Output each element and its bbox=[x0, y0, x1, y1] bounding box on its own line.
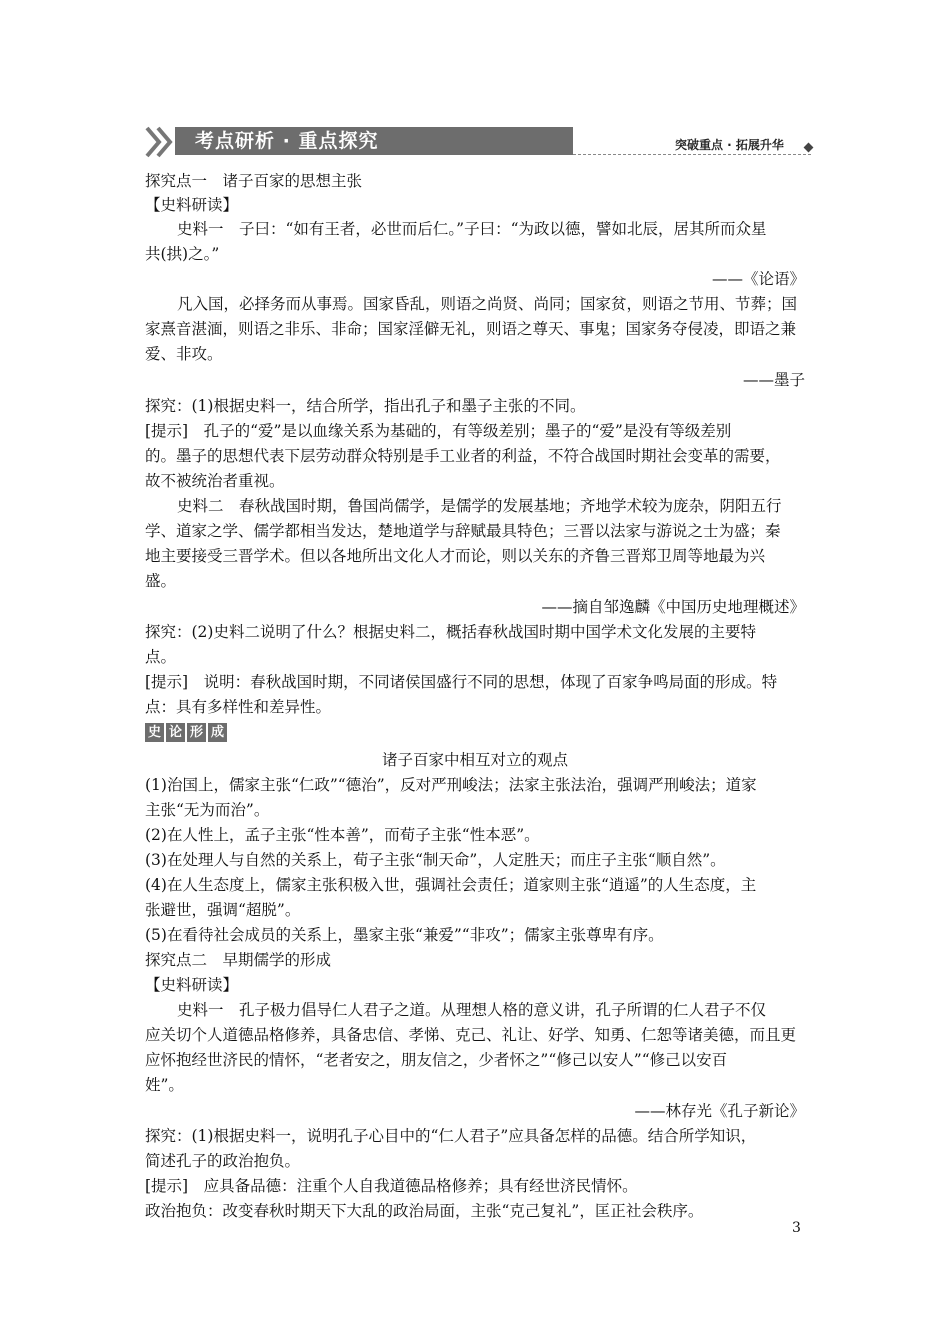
paragraph-line: 应怀抱经世济民的情怀，“老者安之，朋友信之，少者怀之”“修己以安人”“修己以安百 bbox=[145, 1051, 728, 1069]
source-citation: ——《论语》 bbox=[711, 270, 805, 288]
section-heading: 探究点二 早期儒学的形成 bbox=[145, 951, 332, 969]
tag-char: 形 bbox=[187, 723, 206, 742]
hint-line: 的。墨子的思想代表下层劳动群众特别是手工业者的利益，不符合战国时期社会变革的需要， bbox=[145, 447, 781, 465]
tag-char: 史 bbox=[145, 723, 164, 742]
source-citation: ——墨子 bbox=[742, 371, 805, 389]
hint-line: [提示] 说明：春秋战国时期，不同诸侯国盛行不同的思想，体现了百家争鸣局面的形成。特 bbox=[145, 673, 778, 691]
list-item: (2)在人性上，孟子主张“性本善”，而荀子主张“性本恶”。 bbox=[145, 826, 540, 844]
banner-title: 考点研析 · 重点探究 bbox=[175, 127, 573, 155]
question-line: 点。 bbox=[145, 648, 177, 666]
banner-subtitle: 突破重点 · 拓展升华 bbox=[675, 138, 784, 152]
section-heading: 探究点一 诸子百家的思想主张 bbox=[145, 172, 363, 190]
paragraph-line: 凡入国，必择务而从事焉。国家昏乱，则语之尚贤、尚同；国家贫，则语之节用、节葬；国 bbox=[177, 295, 798, 313]
source-citation: ——摘自邹逸麟《中国历史地理概述》 bbox=[541, 598, 805, 616]
page-number: 3 bbox=[792, 1220, 801, 1236]
subheading: 【史料研读】 bbox=[145, 976, 239, 994]
paragraph-line: 共(拱)之。” bbox=[145, 245, 220, 263]
question-line: 探究：(1)根据史料一，结合所学，指出孔子和墨子主张的不同。 bbox=[145, 397, 586, 415]
hint-line: [提示] 应具备品德：注重个人自我道德品格修养；具有经世济民情怀。 bbox=[145, 1177, 638, 1195]
tag-char: 成 bbox=[208, 723, 227, 742]
question-line: 探究：(1)根据史料一，说明孔子心目中的“仁人君子”应具备怎样的品德。结合所学知识， bbox=[145, 1127, 757, 1145]
tag-char: 论 bbox=[166, 723, 185, 742]
list-item: (3)在处理人与自然的关系上，荀子主张“制天命”，人定胜天；而庄子主张“顺自然”。 bbox=[145, 851, 726, 869]
hint-line: 点：具有多样性和差异性。 bbox=[145, 698, 332, 716]
list-item: 张避世，强调“超脱”。 bbox=[145, 901, 301, 919]
paragraph-line: 学、道家之学、儒学都相当发达，楚地道学与辞赋最具特色；三晋以法家与游说之士为盛；秦 bbox=[145, 522, 781, 540]
hint-line: [提示] 孔子的“爱”是以血缘关系为基础的，有等级差别；墨子的“爱”是没有等级差别 bbox=[145, 422, 732, 440]
hint-line: 故不被统治者重视。 bbox=[145, 472, 285, 490]
paragraph-line: 应关切个人道德品格修养，具备忠信、孝悌、克己、礼让、好学、知勇、仁恕等诸美德，而且更 bbox=[145, 1026, 797, 1044]
paragraph-line: 爱、非攻。 bbox=[145, 345, 223, 363]
paragraph-line: 史料二 春秋战国时期，鲁国尚儒学，是儒学的发展基地；齐地学术较为庞杂，阴阳五行 bbox=[177, 497, 782, 515]
subheading: 【史料研读】 bbox=[145, 196, 239, 214]
paragraph-line: 地主要接受三晋学术。但以各地所出文化人才而论，则以关东的齐鲁三晋郑卫周等地最为兴 bbox=[145, 547, 766, 565]
chevron-decoration-icon bbox=[145, 126, 179, 158]
list-item: (1)治国上，儒家主张“仁政”“德治”，反对严刑峻法；法家主张法治，强调严刑峻法；道家 bbox=[145, 776, 757, 794]
section-tag bbox=[145, 723, 227, 742]
diamond-icon bbox=[804, 143, 814, 153]
paragraph-line: 姓”。 bbox=[145, 1076, 184, 1094]
section-banner bbox=[145, 124, 817, 160]
paragraph-line: 史料一 子曰：“如有王者，必世而后仁。”子曰：“为政以德，譬如北辰，居其所而众星 bbox=[177, 220, 767, 238]
paragraph-line: 盛。 bbox=[145, 572, 177, 590]
hint-line: 政治抱负：改变春秋时期天下大乱的政治局面，主张“克己复礼”，匡正社会秩序。 bbox=[145, 1202, 704, 1220]
paragraph-line: 家熹音湛湎，则语之非乐、非命；国家淫僻无礼，则语之尊天、事鬼；国家务夺侵凌，即语之兼 bbox=[145, 320, 797, 338]
list-item: 主张“无为而治”。 bbox=[145, 801, 270, 819]
question-line: 探究：(2)史料二说明了什么？根据史料二，概括春秋战国时期中国学术文化发展的主要特 bbox=[145, 623, 756, 641]
list-item: (5)在看待社会成员的关系上，墨家主张“兼爱”“非攻”；儒家主张尊卑有序。 bbox=[145, 926, 664, 944]
banner-divider bbox=[573, 154, 811, 155]
list-item: (4)在人生态度上，儒家主张积极入世，强调社会责任；道家则主张“逍遥”的人生态度，主 bbox=[145, 876, 757, 894]
paragraph-line: 史料一 孔子极力倡导仁人君子之道。从理想人格的意义讲，孔子所谓的仁人君子不仅 bbox=[177, 1001, 767, 1019]
question-line: 简述孔子的政治抱负。 bbox=[145, 1152, 301, 1170]
box-title: 诸子百家中相互对立的观点 bbox=[381, 751, 568, 769]
source-citation: ——林存光《孔子新论》 bbox=[634, 1102, 805, 1120]
